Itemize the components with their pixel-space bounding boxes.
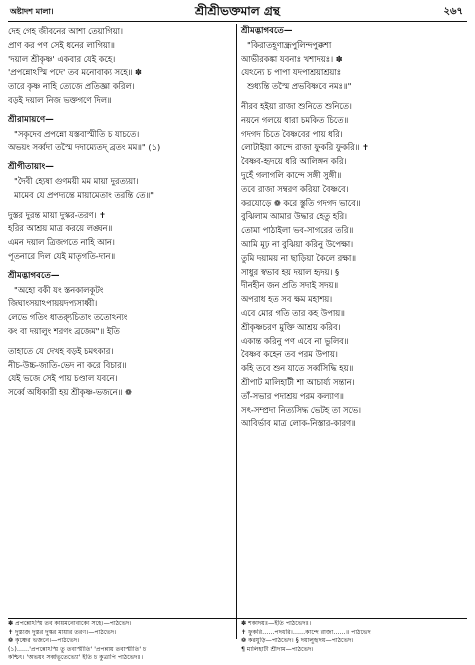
verse-line: তোমা পাঠাইলা ভব-সাগরের তরি॥ bbox=[241, 225, 354, 236]
verse-line: কং বা দয়ালুং শরণং ব্রজেম"॥ ইতি bbox=[8, 325, 120, 336]
verse-line: তবে রাজা সম্বরণ করিয়া বৈষ্ণবে। bbox=[241, 183, 349, 194]
footnotes-left bbox=[8, 620, 233, 663]
verse-line: সাধুর স্বভাব হয় দয়াল হৃদয়। § bbox=[241, 266, 340, 277]
verse-line: তারে কৃষ্ণ নাহি ত্যেজে প্রতিজ্ঞা করিল। bbox=[8, 81, 135, 92]
citation-heading: শ্রীমদ্ভাগবতে— bbox=[241, 26, 293, 36]
verse-line: যেই ভজে সেই পায় চণ্ডাল যবনে। bbox=[8, 373, 118, 384]
verse-line: করযোড়ে ❁ করে স্তুতি গদগদ ভাবে॥ bbox=[241, 197, 361, 208]
footnote: ¶ মালিহাটী শ্রীদাম—পাঠভেদ। bbox=[241, 645, 314, 653]
verse-line: তুমি দয়াময় না ছাড়িয়া কৈলে রক্ষা॥ bbox=[241, 252, 356, 263]
verse-line: "দৈবী হ্যেষা গুণময়ী মম মায়া দুরত্যয়া। bbox=[14, 175, 139, 186]
verse-line: "কিরাতহূণান্ধ্রপুলিন্দপুক্কশা bbox=[247, 39, 332, 50]
verse-line: এবে মোর গতি তার কহ উপায়॥ bbox=[241, 307, 345, 318]
footnote: (১)……'প্রপন্নোঽস্মি তু তবাস্মীতি' 'প্রপন্নায় তবাস্মীতি' চ bbox=[8, 645, 147, 653]
verse-line: "অহো বকী যং স্তনকালকূটং bbox=[14, 284, 104, 295]
verse-line: পূতনারে দিল যেই মাতৃগতি-দান॥ bbox=[8, 250, 116, 261]
verse-line: আভীরকঙ্কা যবনাঃ খশাদয়ঃ। ✽ bbox=[241, 53, 343, 64]
verse-line: লেভে গতিং ধাত্র্যুচিতাং ততোঽন্যং bbox=[8, 312, 128, 323]
citation-heading: শ্রীগীতায়াং— bbox=[8, 162, 54, 173]
verse-line: এমন দয়াল ত্রিজগতে নাহি আন। bbox=[8, 237, 115, 248]
verse-line: আমি মূঢ় না বুঝিয়া করিনু উপেক্ষা। bbox=[241, 238, 354, 249]
verse-line: আবির্ভাব মাত্র লোক-নিস্তার-কারণ॥ bbox=[241, 418, 356, 429]
header-rule bbox=[8, 21, 467, 22]
verse-line: কহি তবে শুন যাতে সর্ব্বসিদ্ধি হয়॥ bbox=[241, 363, 354, 374]
verse-line: দেহ গেহ জীবনের আশা তেয়াগিয়া। bbox=[8, 26, 124, 36]
verse-line: প্রাণ কর পণ সেই ধনের লাগিয়া॥ bbox=[8, 39, 115, 50]
footnote-rule bbox=[8, 618, 467, 619]
verse-line: জিঘাংসয়াঽপায়য়দপ্যসাধ্বী। bbox=[8, 298, 98, 309]
verse-line: যেঽন্যে চ পাপা যদপাশ্রয়াশ্রয়াঃ bbox=[241, 67, 342, 78]
verse-line: অপরাধ হত সব ক্ষম মহাশয়। bbox=[241, 294, 333, 305]
verse-line: দীনহীন জন প্রতি সদাই সদয়॥ bbox=[241, 280, 339, 291]
verse-line: একান্ত করিনু পণ এবে না ভুলিব॥ bbox=[241, 335, 349, 346]
left-column bbox=[8, 25, 233, 617]
verse-line: তাহাতে যে দেখহ বড়ই চমৎকার। bbox=[8, 345, 114, 356]
verse-line: নয়নে গলয়ে ধারা চমকিত চিতে॥ bbox=[241, 114, 349, 125]
verse-line: দুস্তর দুরন্ত মায়া দুস্কর-তরণ। ✝ bbox=[8, 209, 107, 220]
verse-line: বুঝিলাম আমার উদ্ধার হেতু হরি। bbox=[241, 211, 348, 222]
page-number: ২৬৭ bbox=[443, 6, 463, 17]
verse-line: নীরব হইয়া রাজা শুনিতে শুনিতে। bbox=[241, 100, 352, 111]
verse-line: বৈষ্ণব কহেন তব পরম উপায়। bbox=[241, 349, 338, 360]
verse-line: লোটাইয়া কান্দে রাজা ফুকরি ফুকরি॥ ✝ bbox=[241, 142, 369, 153]
verse-line: 'দয়াল শ্রীকৃষ্ণ' একবার যেই কহে। bbox=[8, 53, 116, 64]
column-divider bbox=[236, 24, 237, 639]
verse-line: 'প্রপন্নোঽস্মি পদে' তব মনোবাক্য সহে॥ ✽ bbox=[8, 67, 142, 78]
verse-line: হরির আশ্রয় মাত্র করয়ে লঙ্ঘন॥ bbox=[8, 223, 113, 234]
citation-heading: শ্রীমদ্ভাগবতে— bbox=[8, 270, 60, 281]
verse-line: শ্রীপাট মালিহাটী শা আচার্য্য সন্তান। bbox=[241, 376, 355, 387]
verse-line: নীচ-উচ্চ-জাতি-ভেদ না করে বিচার॥ bbox=[8, 359, 127, 370]
verse-line: "সকৃদেব প্রপন্নো যস্তবাস্মীতি চ যাচতে। bbox=[14, 128, 140, 139]
page-header bbox=[0, 0, 475, 24]
footnote: ✽ প্রপন্নোঽস্মি তব কায়মনোবাক্যে সহে।—পাঠভেদ। bbox=[8, 620, 132, 627]
footnotes-right bbox=[241, 620, 467, 654]
right-column bbox=[241, 25, 467, 617]
verse-line: মামেব যে প্রপদ্যন্তে মায়ামেতাং তরন্তি তে॥" bbox=[14, 189, 154, 200]
verse-line: বড়ই দয়াল নিজ ভক্তগণে দিল॥ bbox=[8, 94, 112, 105]
footnote: ✝ ফুকরি……পদধরি।……কান্দে রাজা……॥ পাঠভেদ bbox=[241, 628, 371, 636]
verse-line: শুধ্যন্তি তস্মৈ প্রভবিষ্ণবে নমঃ॥" bbox=[247, 81, 352, 92]
citation-heading: শ্রীরামায়ণে— bbox=[8, 114, 54, 125]
verse-line: গদগদ চিতে বৈষ্ণবের পায় ধরি। bbox=[241, 128, 343, 139]
footnote: ✝ দুস্ত্যজ দুস্তর দুস্কর মায়ার তরণ।—পাঠভেদ। bbox=[8, 628, 117, 636]
book-title: শ্রীশ্রীভক্তমাল গ্রন্থ bbox=[195, 4, 280, 18]
verse-line: শ্রীকৃষ্ণচরণ মুক্তি আশ্রয় করিব। bbox=[241, 321, 341, 332]
verse-line: সৎ-সম্প্রদা নিত্যসিদ্ধ ভেটহ তা সভে। bbox=[241, 404, 362, 415]
verse-line: দুহেঁ গলাগলি কান্দে সঙ্গী সুঙ্গী॥ bbox=[241, 169, 342, 180]
footnote: ❁ করযুড়ি—পাঠভেদ। § দয়ালুহৃদয়—পাঠভেদ। bbox=[241, 637, 354, 645]
verse-line: বৈষ্ণব-হৃদয়ে ধরি আলিঙ্গন করি। bbox=[241, 156, 347, 167]
section-label: অষ্টাদশ মালা। bbox=[10, 7, 54, 16]
verse-line: সর্ব্বে অধিকারী হয় শ্রীকৃষ্ণ-ভজনে॥ ❁ bbox=[8, 387, 132, 398]
footnote: ✽ শকাদয়ঃ—ইতি পাঠভেদঃ। bbox=[241, 620, 312, 627]
verse-line: অভয়ং সর্ব্বদা তস্মৈ দদাম্যেতদ্ ব্রতং মম॥" (১) bbox=[8, 142, 161, 153]
footnote: কশ্চিৎ। 'অভয়ং সর্ব্বভূতেভ্যো' ইতি চ কুত্রাপি পাঠভেদঃ। bbox=[8, 654, 144, 662]
footnote: ❁ কৃষ্ণের ভজনে।—পাঠভেদ। bbox=[8, 637, 80, 645]
verse-line: তাঁ-সভার পদাশ্রয় পরম কল্যাণ॥ bbox=[241, 390, 344, 401]
